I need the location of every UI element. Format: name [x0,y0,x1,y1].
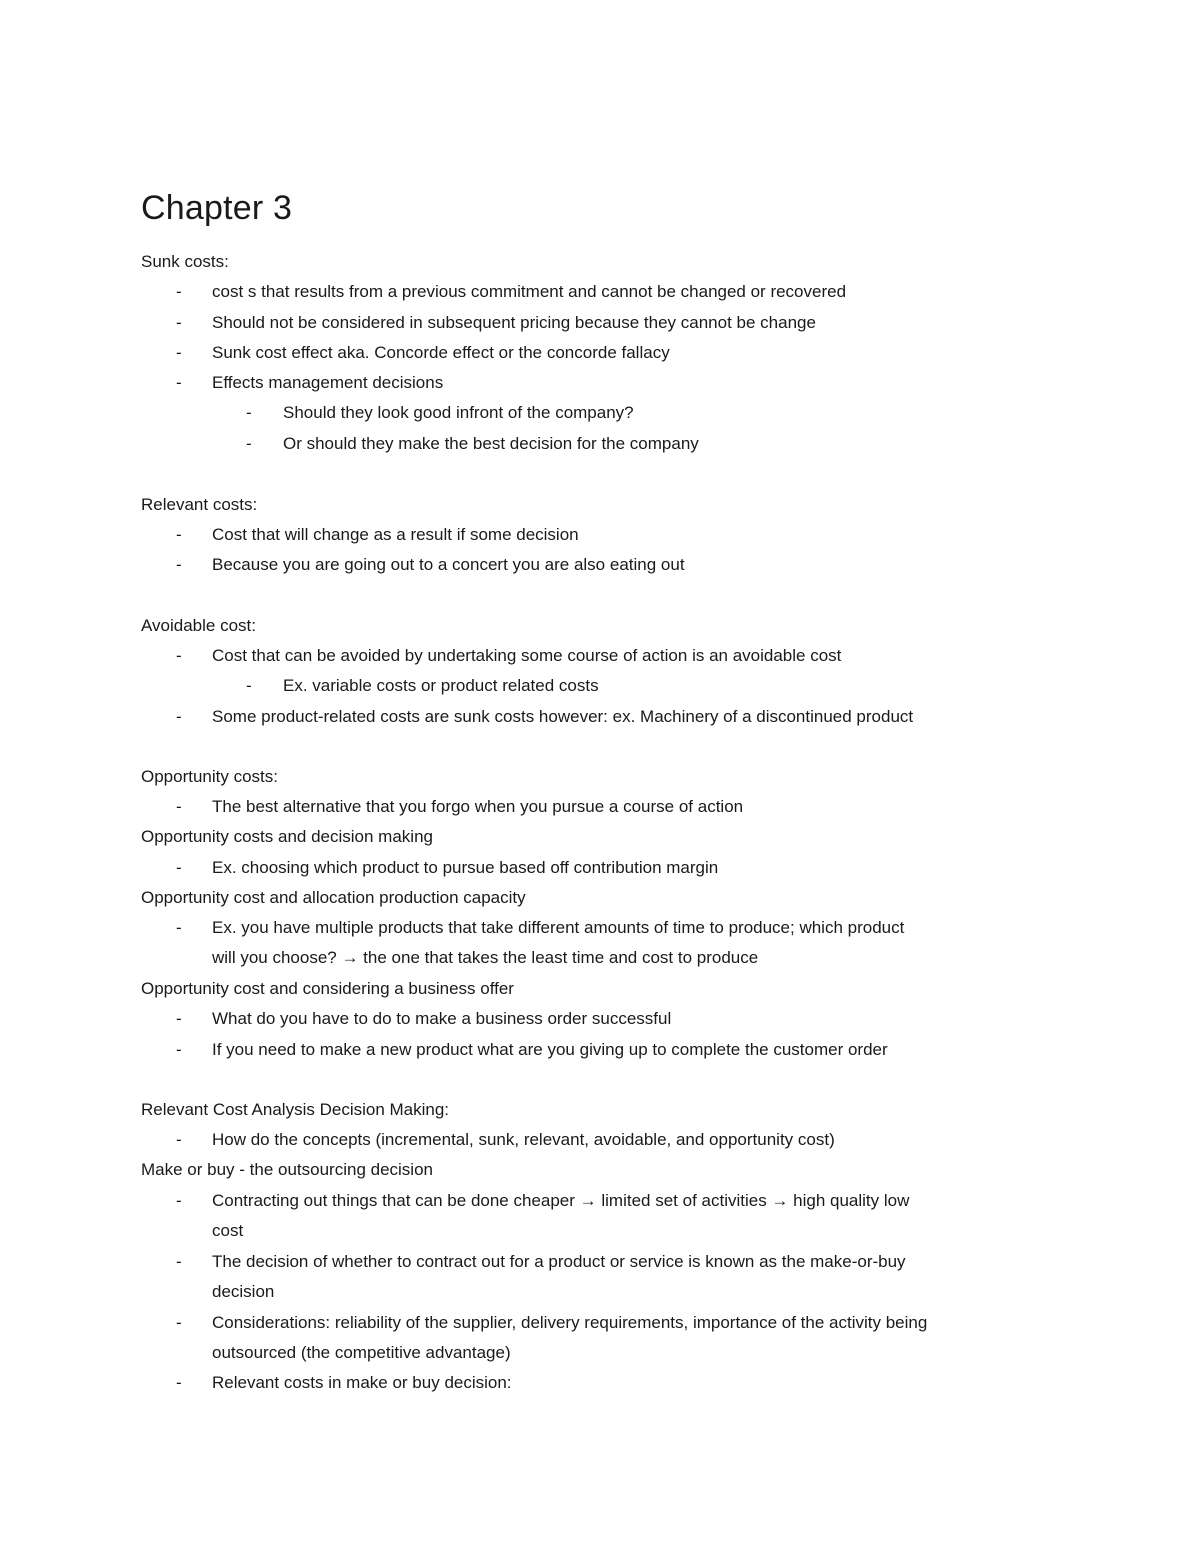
list-item-continuation: will you choose? → the one that takes the least time and cost to produce [212,948,759,967]
list-item: Considerations: reliability of the supplier, delivery requirements, importance of the activity being [212,1313,928,1332]
bullet-dash: - [176,555,182,574]
bullet-dash: - [176,918,182,937]
bullet-dash: - [176,1252,182,1271]
bullet-dash: - [176,1191,182,1210]
list-item: The best alternative that you forgo when you pursue a course of action [212,797,744,816]
bullet-dash: - [176,797,182,816]
list-item: Some product-related costs are sunk costs however: ex. Machinery of a discontinued product [212,707,914,726]
list-item-continuation: cost [212,1221,244,1240]
list-item: Effects management decisions [212,373,444,392]
list-item: Cost that can be avoided by undertaking some course of action is an avoidable cost [212,646,842,665]
bullet-dash: - [176,1373,182,1392]
list-item: How do the concepts (incremental, sunk, relevant, avoidable, and opportunity cost) [212,1130,835,1149]
bullet-dash: - [176,373,182,392]
list-item: If you need to make a new product what are you giving up to complete the customer order [212,1040,888,1059]
bullet-dash: - [176,707,182,726]
sub-bullet-dash: - [246,676,252,695]
list-item: Ex. you have multiple products that take different amounts of time to produce; which product [212,918,905,937]
sub-list-item: Or should they make the best decision for the company [283,434,699,453]
subheading-make-or-buy: Make or buy - the outsourcing decision [141,1160,433,1179]
list-item: Because you are going out to a concert you are also eating out [212,555,685,574]
section-heading-opportunity-costs: Opportunity costs: [141,767,279,786]
subheading-business-offer: Opportunity cost and considering a business offer [141,979,514,998]
list-item: What do you have to do to make a business order successful [212,1009,672,1028]
list-item-continuation: decision [212,1282,275,1301]
bullet-dash: - [176,282,182,301]
bullet-dash: - [176,343,182,362]
list-item: The decision of whether to contract out for a product or service is known as the make-or-buy [212,1252,906,1271]
bullet-dash: - [176,1130,182,1149]
sub-bullet-dash: - [246,403,252,422]
bullet-dash: - [176,1040,182,1059]
list-item: Sunk cost effect aka. Concorde effect or the concorde fallacy [212,343,670,362]
bullet-dash: - [176,1313,182,1332]
list-item: Should not be considered in subsequent pricing because they cannot be change [212,313,816,332]
subheading-production-capacity: Opportunity cost and allocation production capacity [141,888,526,907]
bullet-dash: - [176,313,182,332]
bullet-dash: - [176,858,182,877]
section-heading-avoidable-cost: Avoidable cost: [141,616,256,635]
bullet-dash: - [176,1009,182,1028]
section-heading-relevant-cost-analysis: Relevant Cost Analysis Decision Making: [141,1100,450,1119]
section-heading-relevant-costs: Relevant costs: [141,495,258,514]
bullet-dash: - [176,525,182,544]
page-title: Chapter 3 [141,189,293,227]
section-heading-sunk-costs: Sunk costs: [141,252,229,271]
list-item: Contracting out things that can be done cheaper → limited set of activities → high quality low [212,1191,910,1210]
list-item: Cost that will change as a result if some decision [212,525,579,544]
sub-list-item: Should they look good infront of the company? [283,403,634,422]
sub-bullet-dash: - [246,434,252,453]
list-item-continuation: outsourced (the competitive advantage) [212,1343,511,1362]
list-item: Ex. choosing which product to pursue based off contribution margin [212,858,719,877]
list-item: Relevant costs in make or buy decision: [212,1373,512,1392]
bullet-dash: - [176,646,182,665]
list-item: cost s that results from a previous commitment and cannot be changed or recovered [212,282,847,301]
subheading-decision-making: Opportunity costs and decision making [141,827,433,846]
sub-list-item: Ex. variable costs or product related costs [283,676,599,695]
